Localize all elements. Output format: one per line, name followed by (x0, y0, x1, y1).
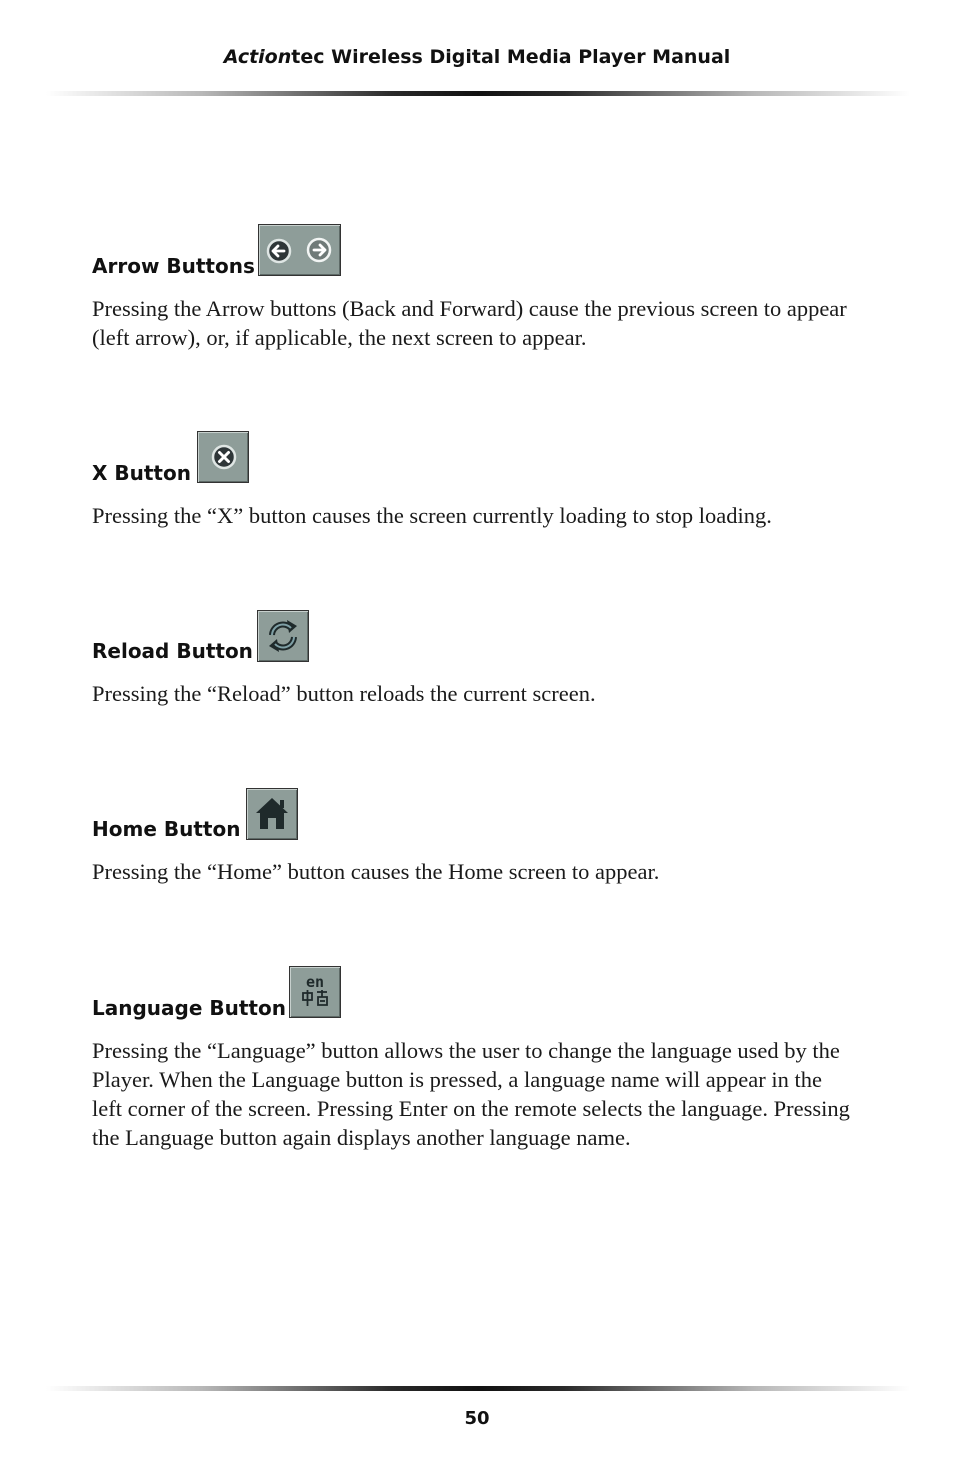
x-button-heading: X Button (92, 461, 191, 485)
language-button-image (289, 966, 341, 1018)
language-icon (303, 973, 327, 1006)
page-header-title (0, 46, 954, 68)
header-title-rest: Wireless Digital Media Player Manual (324, 46, 731, 68)
header-rule (46, 91, 910, 96)
x-button-image (197, 431, 249, 483)
chinese-glyph-icon (303, 990, 327, 1006)
back-arrow-icon (268, 240, 290, 262)
home-button-image (246, 788, 298, 840)
arrow-buttons-image (258, 224, 341, 276)
reload-button-image (257, 610, 309, 662)
x-button-description: Pressing the “X” button causes the screen currently loading to stop loading. (92, 503, 772, 528)
language-button-description: Pressing the “Language” button allows the user to change the language used by the Player. When the Language button is pressed, a language name will appear in the left corner of the screen. Pressing Enter on the remote selects the language. Pressing the Language button again displays another language name. (92, 1038, 850, 1150)
brand-italic: Action (223, 46, 292, 68)
reload-icon (269, 620, 297, 652)
language-button-heading: Language Button (92, 996, 286, 1020)
reload-button-description: Pressing the “Reload” button reloads the current screen. (92, 681, 596, 706)
arrow-buttons-heading: Arrow Buttons (92, 254, 255, 278)
home-button-heading: Home Button (92, 817, 241, 841)
page-number: 50 (464, 1408, 490, 1429)
brand-rest: tec (291, 46, 325, 68)
footer-rule (46, 1386, 910, 1391)
language-icon-label: en (305, 973, 325, 991)
home-button-description: Pressing the “Home” button causes the Home screen to appear. (92, 859, 660, 884)
reload-button-heading: Reload Button (92, 639, 253, 663)
forward-arrow-icon (308, 239, 330, 261)
x-close-icon (213, 446, 235, 468)
home-icon (256, 798, 288, 829)
arrow-buttons-description: Pressing the Arrow buttons (Back and Forward) cause the previous screen to appear (left arrow), or, if applicable, the next screen to appear. (92, 296, 847, 350)
